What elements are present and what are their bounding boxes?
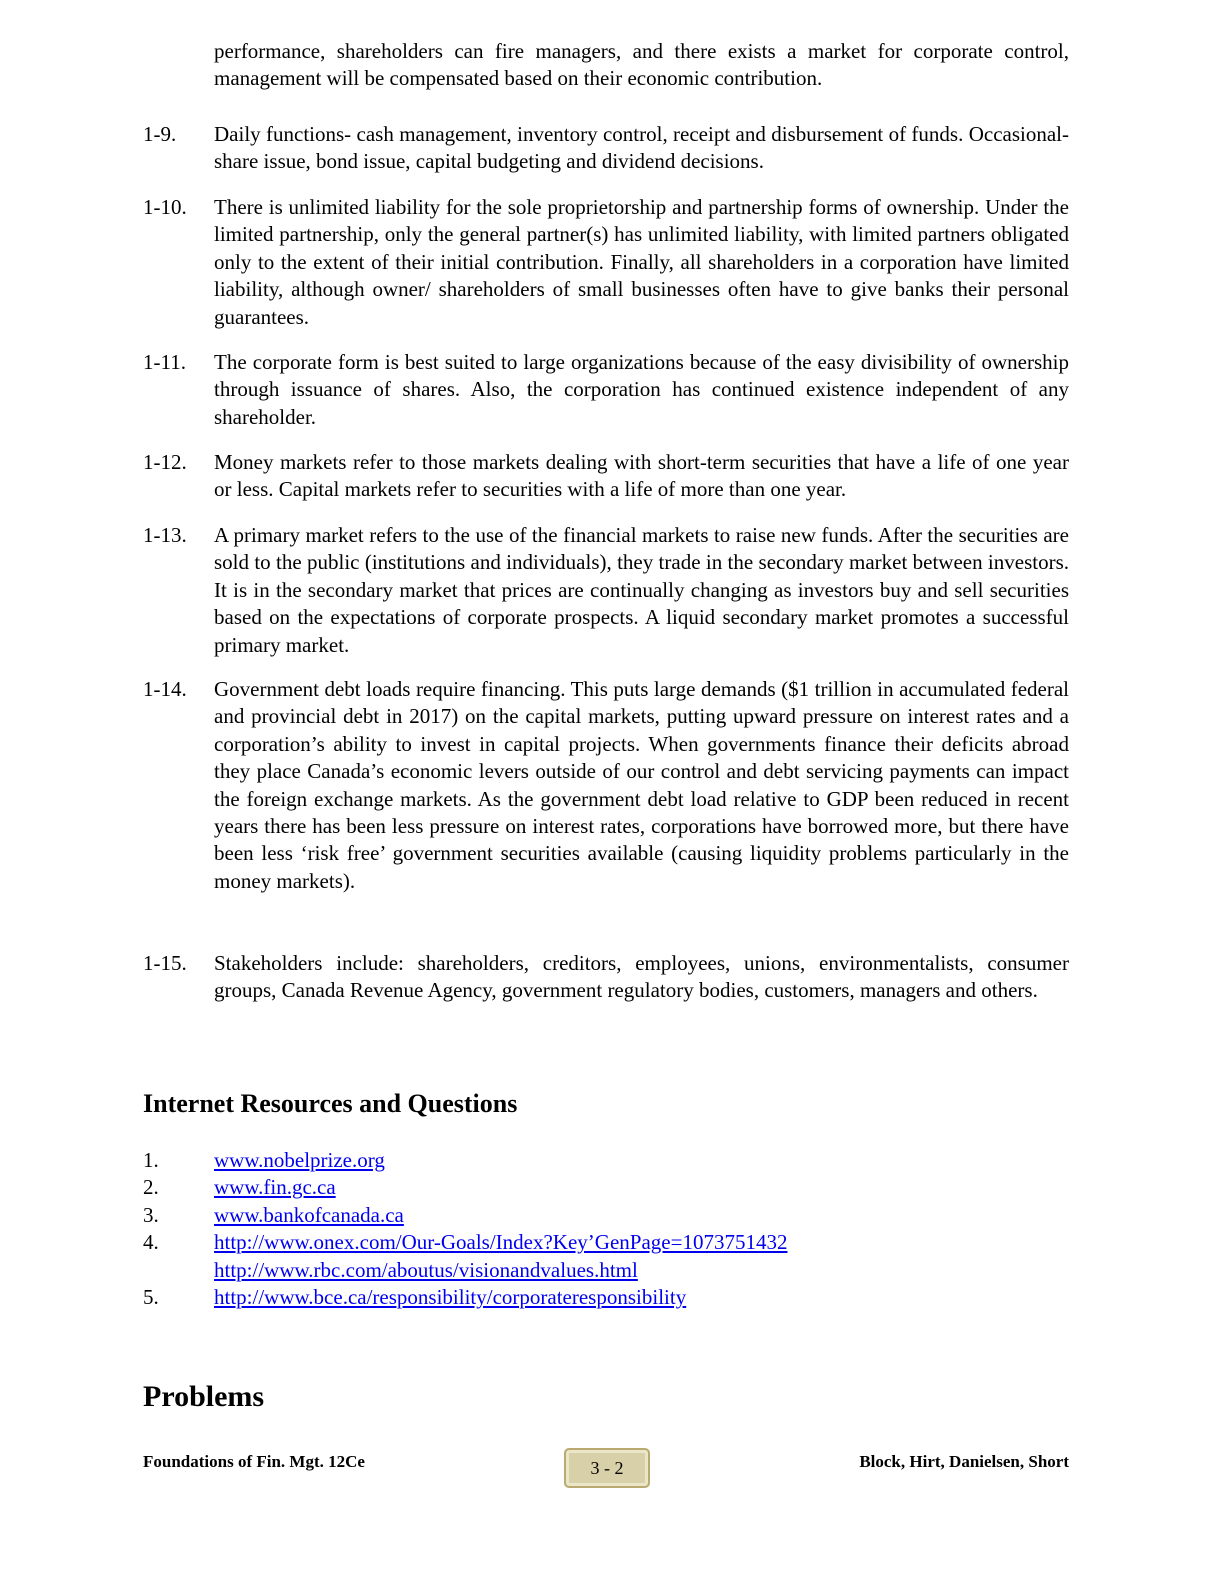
answer-text: Daily functions- cash management, inventory control, receipt and disbursement of funds. Occasional- share issue, bond issue, capital budgeting and dividend decisions. [214, 122, 1069, 174]
list-item [143, 1284, 1069, 1311]
footer-authors: Block, Hirt, Danielsen, Short [859, 1452, 1069, 1471]
internet-resources-heading: Internet Resources and Questions [143, 1089, 518, 1118]
answer-item [143, 522, 1069, 659]
list-item [143, 1174, 1069, 1201]
list-item [143, 1229, 1069, 1256]
answer-item [143, 449, 1069, 504]
list-item [143, 1202, 1069, 1229]
page-number-badge: 3 - 2 [564, 1448, 650, 1488]
answer-item [143, 194, 1069, 331]
list-number: 1. [143, 1148, 159, 1172]
answer-text: There is unlimited liability for the sole proprietorship and partnership forms of ownership. Under the limited partnership, only the general partner(s) has unlimited liability, with limited partners obligated only to the extent of their initial contribution. Finally, all shareholders in a corporation have limited liability, although owner/ shareholders of small businesses often have to give banks their personal guarantees. [214, 195, 1069, 329]
list-item [143, 1147, 1069, 1174]
answer-number: 1-9. [143, 122, 177, 146]
answer-number: 1-14. [143, 677, 187, 701]
answer-item [143, 950, 1069, 1005]
link-onex[interactable]: http://www.onex.com/Our-Goals/Index?Key’GenPage=1073751432 [214, 1230, 788, 1255]
footer-book-title: Foundations of Fin. Mgt. 12Ce [143, 1452, 365, 1471]
answer-number: 1-10. [143, 195, 187, 219]
list-number: 3. [143, 1202, 159, 1227]
list-number: 5. [143, 1284, 159, 1309]
answer-item [143, 121, 1069, 176]
answer-text: The corporate form is best suited to large organizations because of the easy divisibility of ownership through issuance of shares. Also, the corporation has continued existence independent of any shareholder. [214, 350, 1069, 429]
answer-number: 1-15. [143, 951, 187, 975]
answer-number: 1-13. [143, 523, 187, 547]
answer-text: A primary market refers to the use of the financial markets to raise new funds. After the securities are sold to the public (institutions and individuals), they trade in the secondary market between investors. It is in the secondary market that prices are continually changing as investors buy and sell securities based on the expectations of corporate prospects. A liquid secondary market promotes a successful primary market. [214, 523, 1069, 657]
continued-answer-text: performance, shareholders can fire managers, and there exists a market for corporate control, management will be compensated based on their economic contribution. [214, 39, 1069, 91]
answer-text: Money markets refer to those markets dealing with short-term securities that have a life of one year or less. Capital markets refer to securities with a life of more than one year. [214, 450, 1069, 502]
answer-item [143, 349, 1069, 431]
link-fin-gc[interactable]: www.fin.gc.ca [214, 1175, 336, 1200]
link-bce[interactable]: http://www.bce.ca/responsibility/corporateresponsibility [214, 1284, 687, 1309]
list-number: 2. [143, 1175, 159, 1200]
link-rbc[interactable]: http://www.rbc.com/aboutus/visionandvalues.html [214, 1257, 638, 1282]
link-bankofcanada[interactable]: www.bankofcanada.ca [214, 1202, 404, 1227]
answer-number: 1-11. [143, 350, 186, 374]
answer-number: 1-12. [143, 450, 187, 474]
problems-heading: Problems [143, 1380, 265, 1413]
answer-text: Stakeholders include: shareholders, creditors, employees, unions, environmentalists, consumer groups, Canada Revenue Agency, government regulatory bodies, customers, managers and others. [214, 951, 1069, 1003]
list-number: 4. [143, 1230, 159, 1255]
answer-text: Government debt loads require financing. This puts large demands ($1 trillion in accumulated federal and provincial debt in 2017) on the capital markets, putting upward pressure on interest rates and a corporation’s ability to invest in capital projects. When governments finance their deficits abroad they place Canada’s economic levers outside of our control and debt servicing payments can impact the foreign exchange markets. As the government debt load relative to GDP been reduced in recent years there has been less pressure on interest rates, corporations have borrowed more, but there have been less ‘risk free’ government securities available (causing liquidity problems particularly in the money markets). [214, 677, 1069, 893]
internet-links-list [143, 1147, 1069, 1311]
link-nobelprize[interactable]: www.nobelprize.org [214, 1148, 385, 1172]
answer-item [143, 676, 1069, 895]
list-item [143, 1257, 1069, 1284]
